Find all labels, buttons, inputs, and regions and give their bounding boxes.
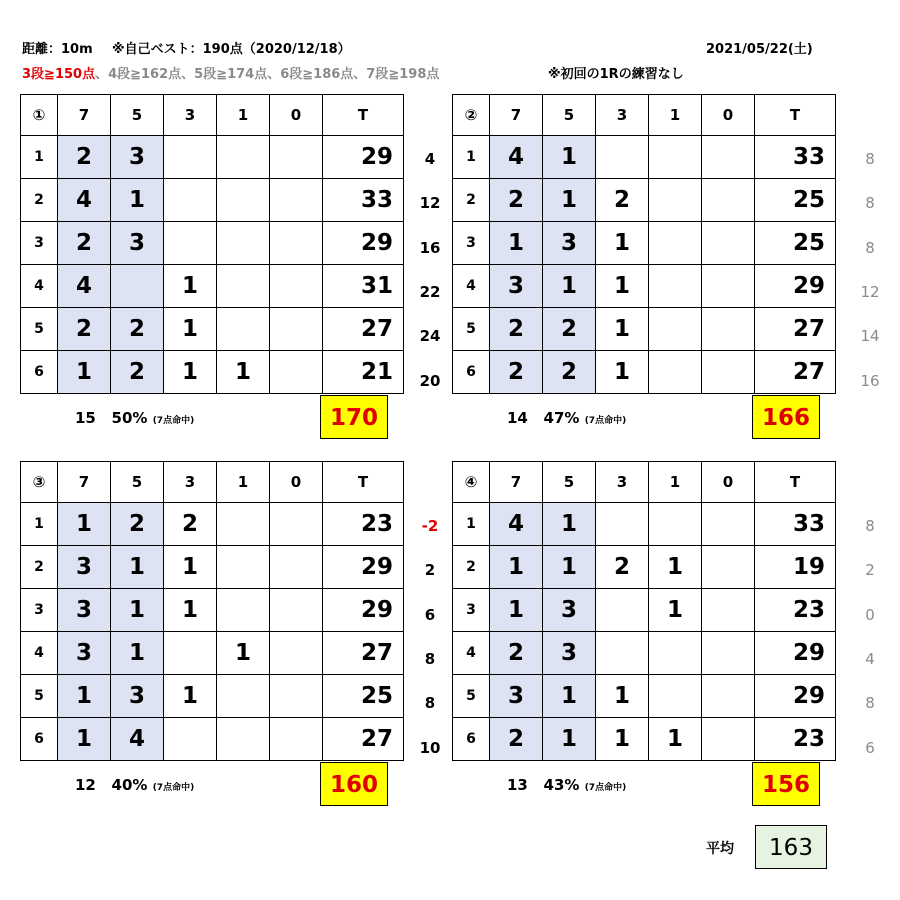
score-cell <box>596 136 649 179</box>
hit-note: (7点命中) <box>584 416 627 426</box>
end-number: 4 <box>21 632 58 675</box>
table-row <box>21 308 404 351</box>
score-cell: 1 <box>490 589 543 632</box>
score-cell <box>217 136 270 179</box>
date-label: 2021/05/22(土) <box>706 42 813 57</box>
end-number: 1 <box>453 503 490 546</box>
table-row <box>453 308 836 351</box>
round-label: ④ <box>453 462 490 503</box>
right-value: 6 <box>865 738 875 757</box>
hit-percent: 43% <box>543 776 580 794</box>
score-cell: 1 <box>58 503 111 546</box>
score-cell <box>702 589 755 632</box>
score-cell <box>596 589 649 632</box>
end-total: 29 <box>323 589 404 632</box>
score-cell <box>270 718 323 761</box>
end-total: 23 <box>755 589 836 632</box>
score-cell: 1 <box>58 351 111 394</box>
column-header: 7 <box>58 95 111 136</box>
middle-value: 16 <box>419 238 441 257</box>
round-total: 170 <box>320 395 388 439</box>
end-total: 21 <box>323 351 404 394</box>
end-number: 4 <box>453 632 490 675</box>
score-cell <box>649 351 702 394</box>
table-row <box>453 503 836 546</box>
score-cell: 1 <box>649 546 702 589</box>
score-cell: 1 <box>543 136 596 179</box>
score-cell <box>164 632 217 675</box>
score-cell <box>270 675 323 718</box>
score-cell: 1 <box>164 265 217 308</box>
round-summary <box>507 409 626 427</box>
score-cell: 1 <box>164 546 217 589</box>
score-cell: 4 <box>490 503 543 546</box>
score-cell: 4 <box>490 136 543 179</box>
grade-others: 、4段≧162点、5段≧174点、6段≧186点、7段≧198点 <box>95 67 440 82</box>
end-number: 1 <box>21 503 58 546</box>
table-row <box>21 222 404 265</box>
column-header: 1 <box>217 462 270 503</box>
score-cell: 2 <box>490 351 543 394</box>
score-cell: 4 <box>58 265 111 308</box>
score-cell <box>217 675 270 718</box>
score-cell: 1 <box>111 632 164 675</box>
right-value: 0 <box>865 605 875 624</box>
score-cell: 1 <box>596 718 649 761</box>
score-cell <box>702 222 755 265</box>
end-total: 29 <box>323 222 404 265</box>
round-summary <box>75 409 194 427</box>
hit-count: 12 <box>75 776 96 794</box>
middle-value: 4 <box>424 150 436 168</box>
table-row <box>21 675 404 718</box>
hit-percent: 47% <box>543 409 580 427</box>
column-header: 5 <box>111 462 164 503</box>
score-cell <box>270 179 323 222</box>
right-value: 8 <box>865 238 875 257</box>
end-number: 6 <box>21 351 58 394</box>
distance-label: 距離：10m <box>22 42 93 57</box>
score-cell: 1 <box>490 222 543 265</box>
middle-value: 8 <box>424 694 436 713</box>
score-cell: 3 <box>490 675 543 718</box>
score-cell <box>270 265 323 308</box>
end-total: 23 <box>755 718 836 761</box>
end-number: 6 <box>453 351 490 394</box>
score-cell <box>270 222 323 265</box>
score-cell <box>270 308 323 351</box>
middle-value: 6 <box>424 605 436 624</box>
end-number: 6 <box>453 718 490 761</box>
right-value: 8 <box>865 150 875 168</box>
score-cell <box>217 265 270 308</box>
column-header: 7 <box>58 462 111 503</box>
hit-count: 15 <box>75 409 96 427</box>
score-cell <box>702 675 755 718</box>
table-row <box>21 546 404 589</box>
average-value: 163 <box>755 825 827 869</box>
score-cell <box>649 632 702 675</box>
end-total: 25 <box>323 675 404 718</box>
score-cell: 2 <box>490 179 543 222</box>
end-total: 29 <box>323 546 404 589</box>
table-row <box>21 503 404 546</box>
score-cell <box>270 546 323 589</box>
round-summary <box>75 776 194 794</box>
table-row <box>453 351 836 394</box>
end-total: 29 <box>755 632 836 675</box>
end-total: 29 <box>755 265 836 308</box>
table-row <box>21 589 404 632</box>
score-cell: 1 <box>543 675 596 718</box>
score-cell: 3 <box>543 632 596 675</box>
score-cell: 1 <box>596 351 649 394</box>
end-number: 5 <box>453 308 490 351</box>
score-cell: 1 <box>164 308 217 351</box>
end-number: 5 <box>21 308 58 351</box>
score-table-round-4 <box>452 461 836 761</box>
score-cell <box>270 136 323 179</box>
score-cell: 4 <box>111 718 164 761</box>
score-cell: 1 <box>164 675 217 718</box>
score-cell: 2 <box>58 222 111 265</box>
score-cell: 1 <box>164 351 217 394</box>
column-header: 0 <box>270 462 323 503</box>
column-header: 3 <box>164 462 217 503</box>
score-cell <box>596 503 649 546</box>
score-cell: 1 <box>543 179 596 222</box>
score-cell <box>702 308 755 351</box>
end-total: 33 <box>755 136 836 179</box>
end-number: 2 <box>21 179 58 222</box>
end-total: 23 <box>323 503 404 546</box>
score-cell: 1 <box>543 546 596 589</box>
score-cell: 3 <box>490 265 543 308</box>
column-header: 0 <box>702 462 755 503</box>
score-cell: 1 <box>649 718 702 761</box>
middle-value: 12 <box>419 194 441 213</box>
score-cell <box>649 179 702 222</box>
score-cell <box>270 632 323 675</box>
score-cell <box>649 265 702 308</box>
end-total: 27 <box>755 351 836 394</box>
score-cell: 2 <box>164 503 217 546</box>
score-cell: 2 <box>596 179 649 222</box>
end-number: 3 <box>453 589 490 632</box>
score-cell <box>649 675 702 718</box>
table-row <box>453 718 836 761</box>
practice-note: ※初回の1Rの練習なし <box>548 67 684 82</box>
score-cell <box>649 222 702 265</box>
score-cell: 2 <box>543 351 596 394</box>
middle-value: 24 <box>419 327 441 346</box>
column-header: 5 <box>543 95 596 136</box>
score-cell <box>596 632 649 675</box>
table-row <box>21 179 404 222</box>
score-cell <box>217 179 270 222</box>
column-header: 3 <box>596 462 649 503</box>
end-number: 3 <box>21 222 58 265</box>
score-cell: 1 <box>111 546 164 589</box>
middle-value: 20 <box>419 371 441 390</box>
round-summary <box>507 776 626 794</box>
score-cell <box>270 351 323 394</box>
column-header: 5 <box>543 462 596 503</box>
score-cell <box>702 179 755 222</box>
column-header: T <box>323 462 404 503</box>
column-header: T <box>323 95 404 136</box>
table-row <box>453 675 836 718</box>
score-cell: 2 <box>490 718 543 761</box>
end-number: 1 <box>453 136 490 179</box>
right-value: 16 <box>860 371 880 390</box>
table-row <box>21 351 404 394</box>
hit-note: (7点命中) <box>152 783 195 793</box>
score-cell: 2 <box>490 632 543 675</box>
round-total: 160 <box>320 762 388 806</box>
round-total: 156 <box>752 762 820 806</box>
end-number: 3 <box>453 222 490 265</box>
end-total: 25 <box>755 179 836 222</box>
end-total: 27 <box>323 308 404 351</box>
score-cell <box>702 546 755 589</box>
score-cell: 3 <box>543 589 596 632</box>
score-cell <box>164 136 217 179</box>
hit-percent: 40% <box>111 776 148 794</box>
end-number: 2 <box>21 546 58 589</box>
end-number: 4 <box>453 265 490 308</box>
score-cell: 3 <box>58 546 111 589</box>
score-cell: 1 <box>596 308 649 351</box>
score-table-round-1 <box>20 94 404 394</box>
table-row <box>21 136 404 179</box>
score-cell: 1 <box>217 632 270 675</box>
score-cell <box>649 503 702 546</box>
right-value: 2 <box>865 561 875 580</box>
column-header: 5 <box>111 95 164 136</box>
score-cell: 1 <box>111 179 164 222</box>
score-cell: 2 <box>596 546 649 589</box>
table-row <box>453 222 836 265</box>
score-cell <box>217 718 270 761</box>
score-cell: 2 <box>58 136 111 179</box>
hit-note: (7点命中) <box>152 416 195 426</box>
column-header: 7 <box>490 462 543 503</box>
table-row <box>453 179 836 222</box>
end-total: 33 <box>323 179 404 222</box>
average-label: 平均 <box>706 841 734 857</box>
table-row <box>21 265 404 308</box>
grade-3dan: 3段≧150点 <box>22 67 96 82</box>
score-cell: 2 <box>111 503 164 546</box>
score-cell <box>217 503 270 546</box>
score-cell: 1 <box>543 718 596 761</box>
right-value: 14 <box>860 327 880 346</box>
score-cell <box>164 179 217 222</box>
table-row <box>21 718 404 761</box>
score-cell: 1 <box>490 546 543 589</box>
score-cell: 2 <box>490 308 543 351</box>
score-table-round-3 <box>20 461 404 761</box>
score-cell <box>164 718 217 761</box>
column-header: 3 <box>164 95 217 136</box>
end-total: 29 <box>755 675 836 718</box>
column-header: 7 <box>490 95 543 136</box>
score-cell <box>649 136 702 179</box>
right-value: 8 <box>865 517 875 535</box>
end-total: 31 <box>323 265 404 308</box>
personal-best-label: ※自己ベスト：190点（2020/12/18） <box>112 42 351 57</box>
middle-value: -2 <box>421 517 439 535</box>
score-cell: 1 <box>111 589 164 632</box>
score-cell: 3 <box>543 222 596 265</box>
right-value: 8 <box>865 194 875 213</box>
middle-value: 10 <box>419 738 441 757</box>
score-cell: 3 <box>111 675 164 718</box>
round-label: ② <box>453 95 490 136</box>
end-number: 3 <box>21 589 58 632</box>
score-cell: 1 <box>596 675 649 718</box>
score-cell <box>270 589 323 632</box>
score-cell: 1 <box>649 589 702 632</box>
hit-count: 14 <box>507 409 528 427</box>
score-cell <box>702 503 755 546</box>
column-header: 1 <box>649 462 702 503</box>
end-total: 29 <box>323 136 404 179</box>
score-cell <box>702 136 755 179</box>
round-label: ① <box>21 95 58 136</box>
score-cell: 1 <box>543 265 596 308</box>
table-row <box>453 265 836 308</box>
score-cell <box>702 351 755 394</box>
middle-value: 2 <box>424 561 436 580</box>
score-cell <box>270 503 323 546</box>
score-cell: 1 <box>543 503 596 546</box>
score-cell: 1 <box>164 589 217 632</box>
end-number: 5 <box>21 675 58 718</box>
column-header: 1 <box>217 95 270 136</box>
end-total: 25 <box>755 222 836 265</box>
end-total: 27 <box>323 632 404 675</box>
score-cell <box>649 308 702 351</box>
column-header: 1 <box>649 95 702 136</box>
right-value: 8 <box>865 694 875 713</box>
score-cell: 2 <box>58 308 111 351</box>
score-cell: 1 <box>58 718 111 761</box>
column-header: 0 <box>270 95 323 136</box>
table-row <box>453 136 836 179</box>
end-number: 2 <box>453 179 490 222</box>
score-table-round-2 <box>452 94 836 394</box>
end-total: 19 <box>755 546 836 589</box>
column-header: T <box>755 95 836 136</box>
table-row <box>453 589 836 632</box>
table-row <box>453 632 836 675</box>
score-cell: 2 <box>111 351 164 394</box>
score-cell <box>217 308 270 351</box>
score-cell <box>111 265 164 308</box>
grade-thresholds <box>22 63 439 82</box>
score-cell <box>217 222 270 265</box>
score-cell <box>217 589 270 632</box>
end-total: 33 <box>755 503 836 546</box>
score-cell <box>164 222 217 265</box>
score-cell <box>217 546 270 589</box>
score-cell: 2 <box>111 308 164 351</box>
right-value: 4 <box>865 649 875 668</box>
middle-value: 8 <box>424 649 436 668</box>
score-cell: 3 <box>58 589 111 632</box>
round-label: ③ <box>21 462 58 503</box>
end-total: 27 <box>755 308 836 351</box>
score-cell: 4 <box>58 179 111 222</box>
score-cell: 3 <box>111 222 164 265</box>
score-cell: 1 <box>58 675 111 718</box>
score-cell: 3 <box>111 136 164 179</box>
column-header: 0 <box>702 95 755 136</box>
hit-note: (7点命中) <box>584 783 627 793</box>
column-header: 3 <box>596 95 649 136</box>
round-total: 166 <box>752 395 820 439</box>
end-total: 27 <box>323 718 404 761</box>
score-cell <box>702 265 755 308</box>
end-number: 5 <box>453 675 490 718</box>
hit-count: 13 <box>507 776 528 794</box>
score-cell: 3 <box>58 632 111 675</box>
middle-value: 22 <box>419 282 441 301</box>
score-cell <box>702 632 755 675</box>
table-row <box>453 546 836 589</box>
score-cell: 1 <box>596 265 649 308</box>
end-number: 6 <box>21 718 58 761</box>
column-header: T <box>755 462 836 503</box>
end-number: 1 <box>21 136 58 179</box>
score-cell: 2 <box>543 308 596 351</box>
score-cell: 1 <box>596 222 649 265</box>
end-number: 2 <box>453 546 490 589</box>
score-cell: 1 <box>217 351 270 394</box>
hit-percent: 50% <box>111 409 148 427</box>
end-number: 4 <box>21 265 58 308</box>
table-row <box>21 632 404 675</box>
right-value: 12 <box>860 282 880 301</box>
score-cell <box>702 718 755 761</box>
